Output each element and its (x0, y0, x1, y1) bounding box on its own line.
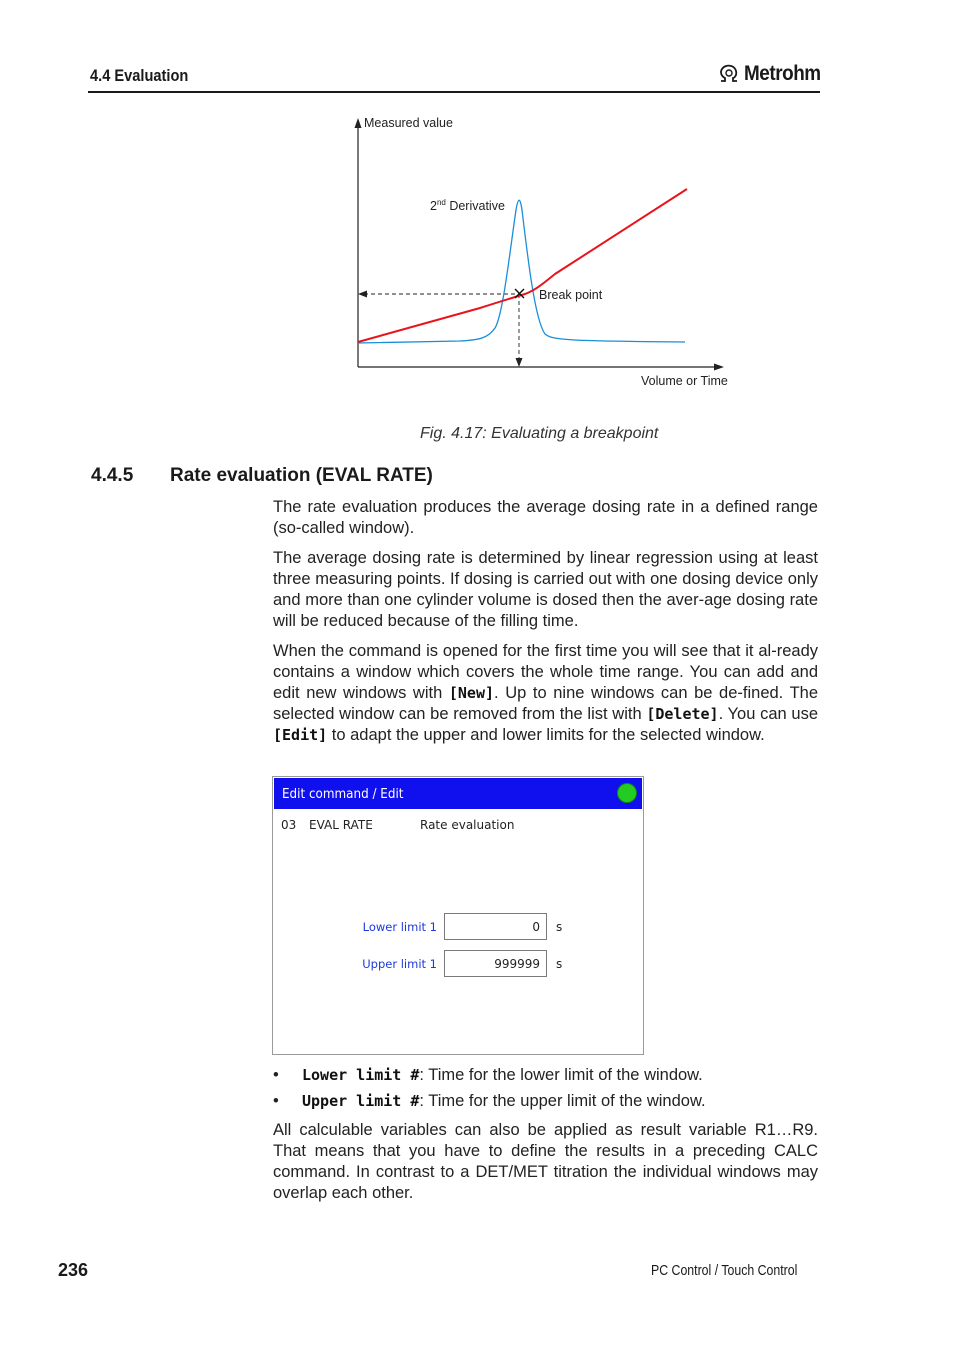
upper-limit-label[interactable]: Upper limit 1 (362, 957, 437, 971)
footer-product: PC Control / Touch Control (651, 1263, 798, 1279)
upper-limit-field[interactable]: 999999 (444, 950, 547, 977)
figure-caption: Fig. 4.17: Evaluating a breakpoint (420, 425, 659, 442)
derivative-label: 2nd Derivative (430, 198, 505, 213)
delete-button-ref: [Delete] (646, 705, 719, 723)
upper-limit-unit: s (556, 957, 563, 971)
list-item: • Upper limit #: Time for the upper limit of the window. (273, 1092, 706, 1110)
parameter-name: Lower limit # (302, 1066, 420, 1084)
dialog-title-bar (274, 778, 642, 809)
page-number: 236 (58, 1260, 89, 1280)
section-title: Rate evaluation (EVAL RATE) (170, 465, 433, 486)
guide-arrow-down (516, 358, 523, 367)
x-axis-arrow (714, 364, 724, 371)
lower-limit-label[interactable]: Lower limit 1 (362, 920, 437, 934)
edit-button-ref: [Edit] (273, 726, 328, 744)
y-axis-label: Measured value (364, 116, 453, 130)
parameter-name: Upper limit # (302, 1092, 420, 1110)
logo-text: Metrohm (744, 62, 821, 85)
omega-logo-icon (718, 63, 740, 85)
breakpoint-figure (340, 110, 760, 410)
running-header-section: 4.4 Evaluation (90, 66, 189, 85)
command-name: EVAL RATE (309, 818, 373, 832)
guide-arrow-left (358, 291, 367, 298)
paragraph-intro: The rate evaluation produces the average dosing rate in a defined range (so-called window). (273, 498, 818, 537)
new-button-ref: [New] (448, 684, 495, 702)
paragraph-windows: When the command is opened for the first time you will see that it al-ready contains a window which covers the whole time range. You can add and edit new windows with [New]. Up to nine windows can be de-fined. The selected window can be removed from the list with [Delete]. You can use [Edit] to adapt the upper and lower limits for the selected window. (273, 642, 818, 744)
parameter-list (273, 1064, 818, 1116)
command-number: 03 (281, 818, 297, 832)
edit-command-dialog (272, 776, 644, 1055)
lower-limit-unit: s (556, 920, 563, 934)
paragraph-regression: The average dosing rate is determined by linear regression using at least three measuring points. If dosing is carried out with one dosing device only and more than one cylinder volume is dosed then the aver-age dosing rate will be reduced because of the filling time. (273, 549, 818, 630)
lower-limit-field[interactable]: 0 (444, 913, 547, 940)
break-point-label: Break point (539, 288, 603, 302)
metrohm-logo (718, 62, 829, 86)
header-rule (88, 91, 820, 93)
section-number: 4.4.5 (91, 465, 134, 486)
command-description: Rate evaluation (420, 818, 515, 832)
y-axis-arrow (355, 118, 362, 128)
parameter-description: : Time for the upper limit of the window. (419, 1092, 706, 1110)
parameter-description: : Time for the lower limit of the window. (419, 1066, 703, 1084)
x-axis-label: Volume or Time (641, 374, 728, 388)
paragraph-result-variables: All calculable variables can also be applied as result variable R1…R9. That means that you have to define the results in a preceding CALC command. In contrast to a DET/MET titration the individual windows may overlap each other. (273, 1121, 818, 1202)
list-item: • Lower limit #: Time for the lower limit of the window. (273, 1066, 703, 1084)
dialog-title: Edit command / Edit (282, 787, 404, 802)
status-indicator-icon (617, 783, 637, 803)
